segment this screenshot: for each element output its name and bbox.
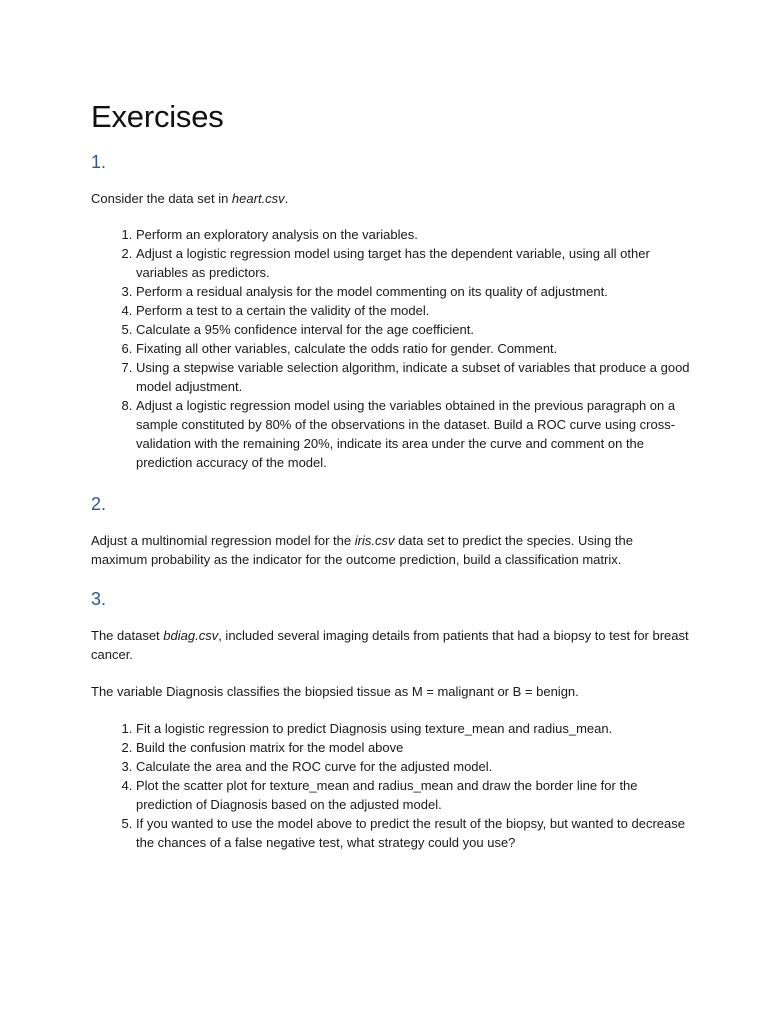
list-item: 7. Using a stepwise variable selection algorithm, indicate a subset of variables that produce a good model adjustment. xyxy=(136,358,691,396)
section-heading-3: 3. xyxy=(91,589,107,609)
section-1-intro-after: . xyxy=(284,191,289,206)
list-item: 4. Perform a test to a certain the validity of the model. xyxy=(136,301,691,320)
list-item: 6. Fixating all other variables, calculate the odds ratio for gender. Comment. xyxy=(136,339,691,358)
list-item: 1. Fit a logistic regression to predict Diagnosis using texture_mean and radius_mean. xyxy=(136,719,691,738)
list-item: 4. Plot the scatter plot for texture_mean and radius_mean and draw the border line for the prediction of Diagnosis based on the adjusted model. xyxy=(136,776,691,814)
list-item: 8. Adjust a logistic regression model using the variables obtained in the previous paragraph on a sample constituted by 80% of the observations in the dataset. Build a ROC curve using cross-validation with the remaining 20%, indicate its area under the curve and comment on the prediction accuracy of the model. xyxy=(136,396,691,472)
list-item: 3. Calculate the area and the ROC curve for the adjusted model. xyxy=(136,757,691,776)
section-3-intro-before: The dataset xyxy=(91,628,164,643)
section-heading-1: 1. xyxy=(91,152,107,172)
section-heading-2: 2. xyxy=(91,494,107,514)
section-1-intro xyxy=(91,189,691,208)
list-item: 2. Adjust a logistic regression model using target has the dependent variable, using all other variables as predictors. xyxy=(136,244,691,282)
section-1-list xyxy=(91,225,691,472)
section-2-text xyxy=(91,531,691,569)
section-3-intro xyxy=(91,626,691,664)
list-item: 3. Perform a residual analysis for the model commenting on its quality of adjustment. xyxy=(136,282,691,301)
page-title: Exercises xyxy=(91,99,224,134)
list-item: 5. If you wanted to use the model above to predict the result of the biopsy, but wanted to decrease the chances of a false negative test, what strategy could you use? xyxy=(136,814,691,852)
section-3-intro-file: bdiag.csv xyxy=(163,628,219,643)
section-2-text-after: data set to predict the species. Using the maximum probability as the indicator for the outcome prediction, build a classification matrix. xyxy=(91,533,633,567)
document-page xyxy=(91,96,691,852)
section-1-intro-before: Consider the data set in xyxy=(91,191,232,206)
list-item: 1. Perform an exploratory analysis on the variables. xyxy=(136,225,691,244)
section-3-list xyxy=(91,719,691,852)
section-1-intro-file: heart.csv xyxy=(231,191,285,206)
list-item: 5. Calculate a 95% confidence interval for the age coefficient. xyxy=(136,320,691,339)
section-2-text-before: Adjust a multinomial regression model for the xyxy=(91,533,355,548)
section-3-note: The variable Diagnosis classifies the biopsied tissue as M = malignant or B = benign. xyxy=(91,684,579,699)
list-item: 2. Build the confusion matrix for the model above xyxy=(136,738,691,757)
section-3-intro-after: , included several imaging details from patients that had a biopsy to test for breast cancer. xyxy=(91,628,689,662)
section-2-text-file: iris.csv xyxy=(354,533,395,548)
